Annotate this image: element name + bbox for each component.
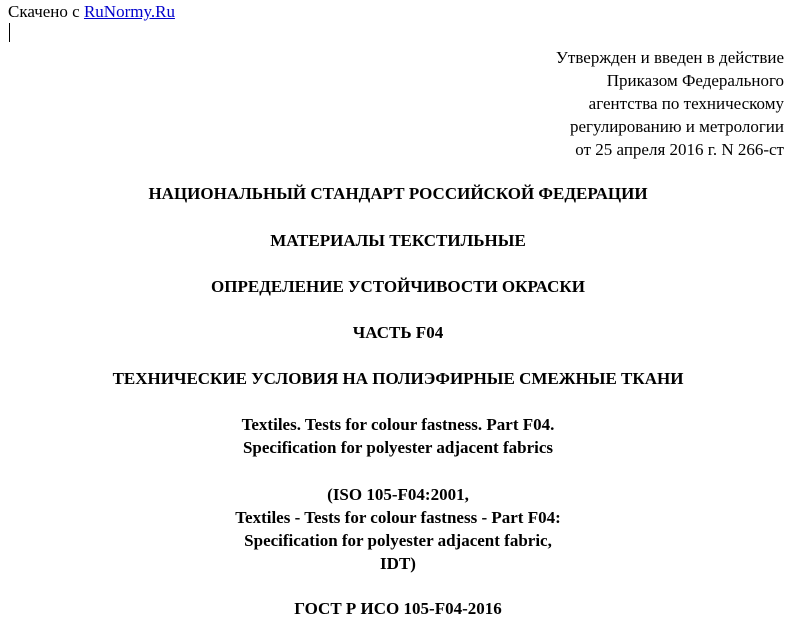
approval-line: регулированию и метрологии bbox=[569, 117, 784, 136]
determination-heading: ОПРЕДЕЛЕНИЕ УСТОЙЧИВОСТИ ОКРАСКИ bbox=[211, 277, 585, 296]
part-heading: ЧАСТЬ F04 bbox=[352, 323, 444, 342]
approval-line: от 25 апреля 2016 г. N 266-ст bbox=[575, 140, 784, 159]
approval-line: Приказом Федерального bbox=[606, 71, 784, 90]
gost-number: ГОСТ Р ИСО 105-F04-2016 bbox=[294, 599, 502, 618]
approval-line: агентства по техническому bbox=[588, 94, 784, 113]
english-title-line: Textiles. Tests for colour fastness. Part F04. bbox=[241, 415, 555, 434]
iso-reference-line: (ISO 105-F04:2001, bbox=[327, 485, 469, 504]
download-source bbox=[8, 2, 175, 22]
national-standard-heading: НАЦИОНАЛЬНЫЙ СТАНДАРТ РОССИЙСКОЙ ФЕДЕРАЦИИ bbox=[148, 184, 648, 203]
approval-block bbox=[424, 46, 784, 161]
iso-reference-line: Textiles - Tests for colour fastness - Part F04: bbox=[235, 508, 561, 527]
text-cursor bbox=[9, 23, 10, 42]
approval-line: Утвержден и введен в действие bbox=[555, 48, 784, 67]
download-prefix: Скачено с bbox=[8, 2, 80, 21]
specs-heading: ТЕХНИЧЕСКИЕ УСЛОВИЯ НА ПОЛИЭФИРНЫЕ СМЕЖНЫЕ ТКАНИ bbox=[112, 369, 684, 388]
iso-reference-line: Specification for polyester adjacent fabric, bbox=[244, 531, 552, 550]
materials-heading: МАТЕРИАЛЫ ТЕКСТИЛЬНЫЕ bbox=[270, 231, 526, 250]
runormy-link[interactable]: RuNormy.Ru bbox=[83, 2, 175, 21]
iso-reference-line: IDT) bbox=[380, 554, 416, 573]
english-title-line: Specification for polyester adjacent fabrics bbox=[242, 438, 554, 457]
